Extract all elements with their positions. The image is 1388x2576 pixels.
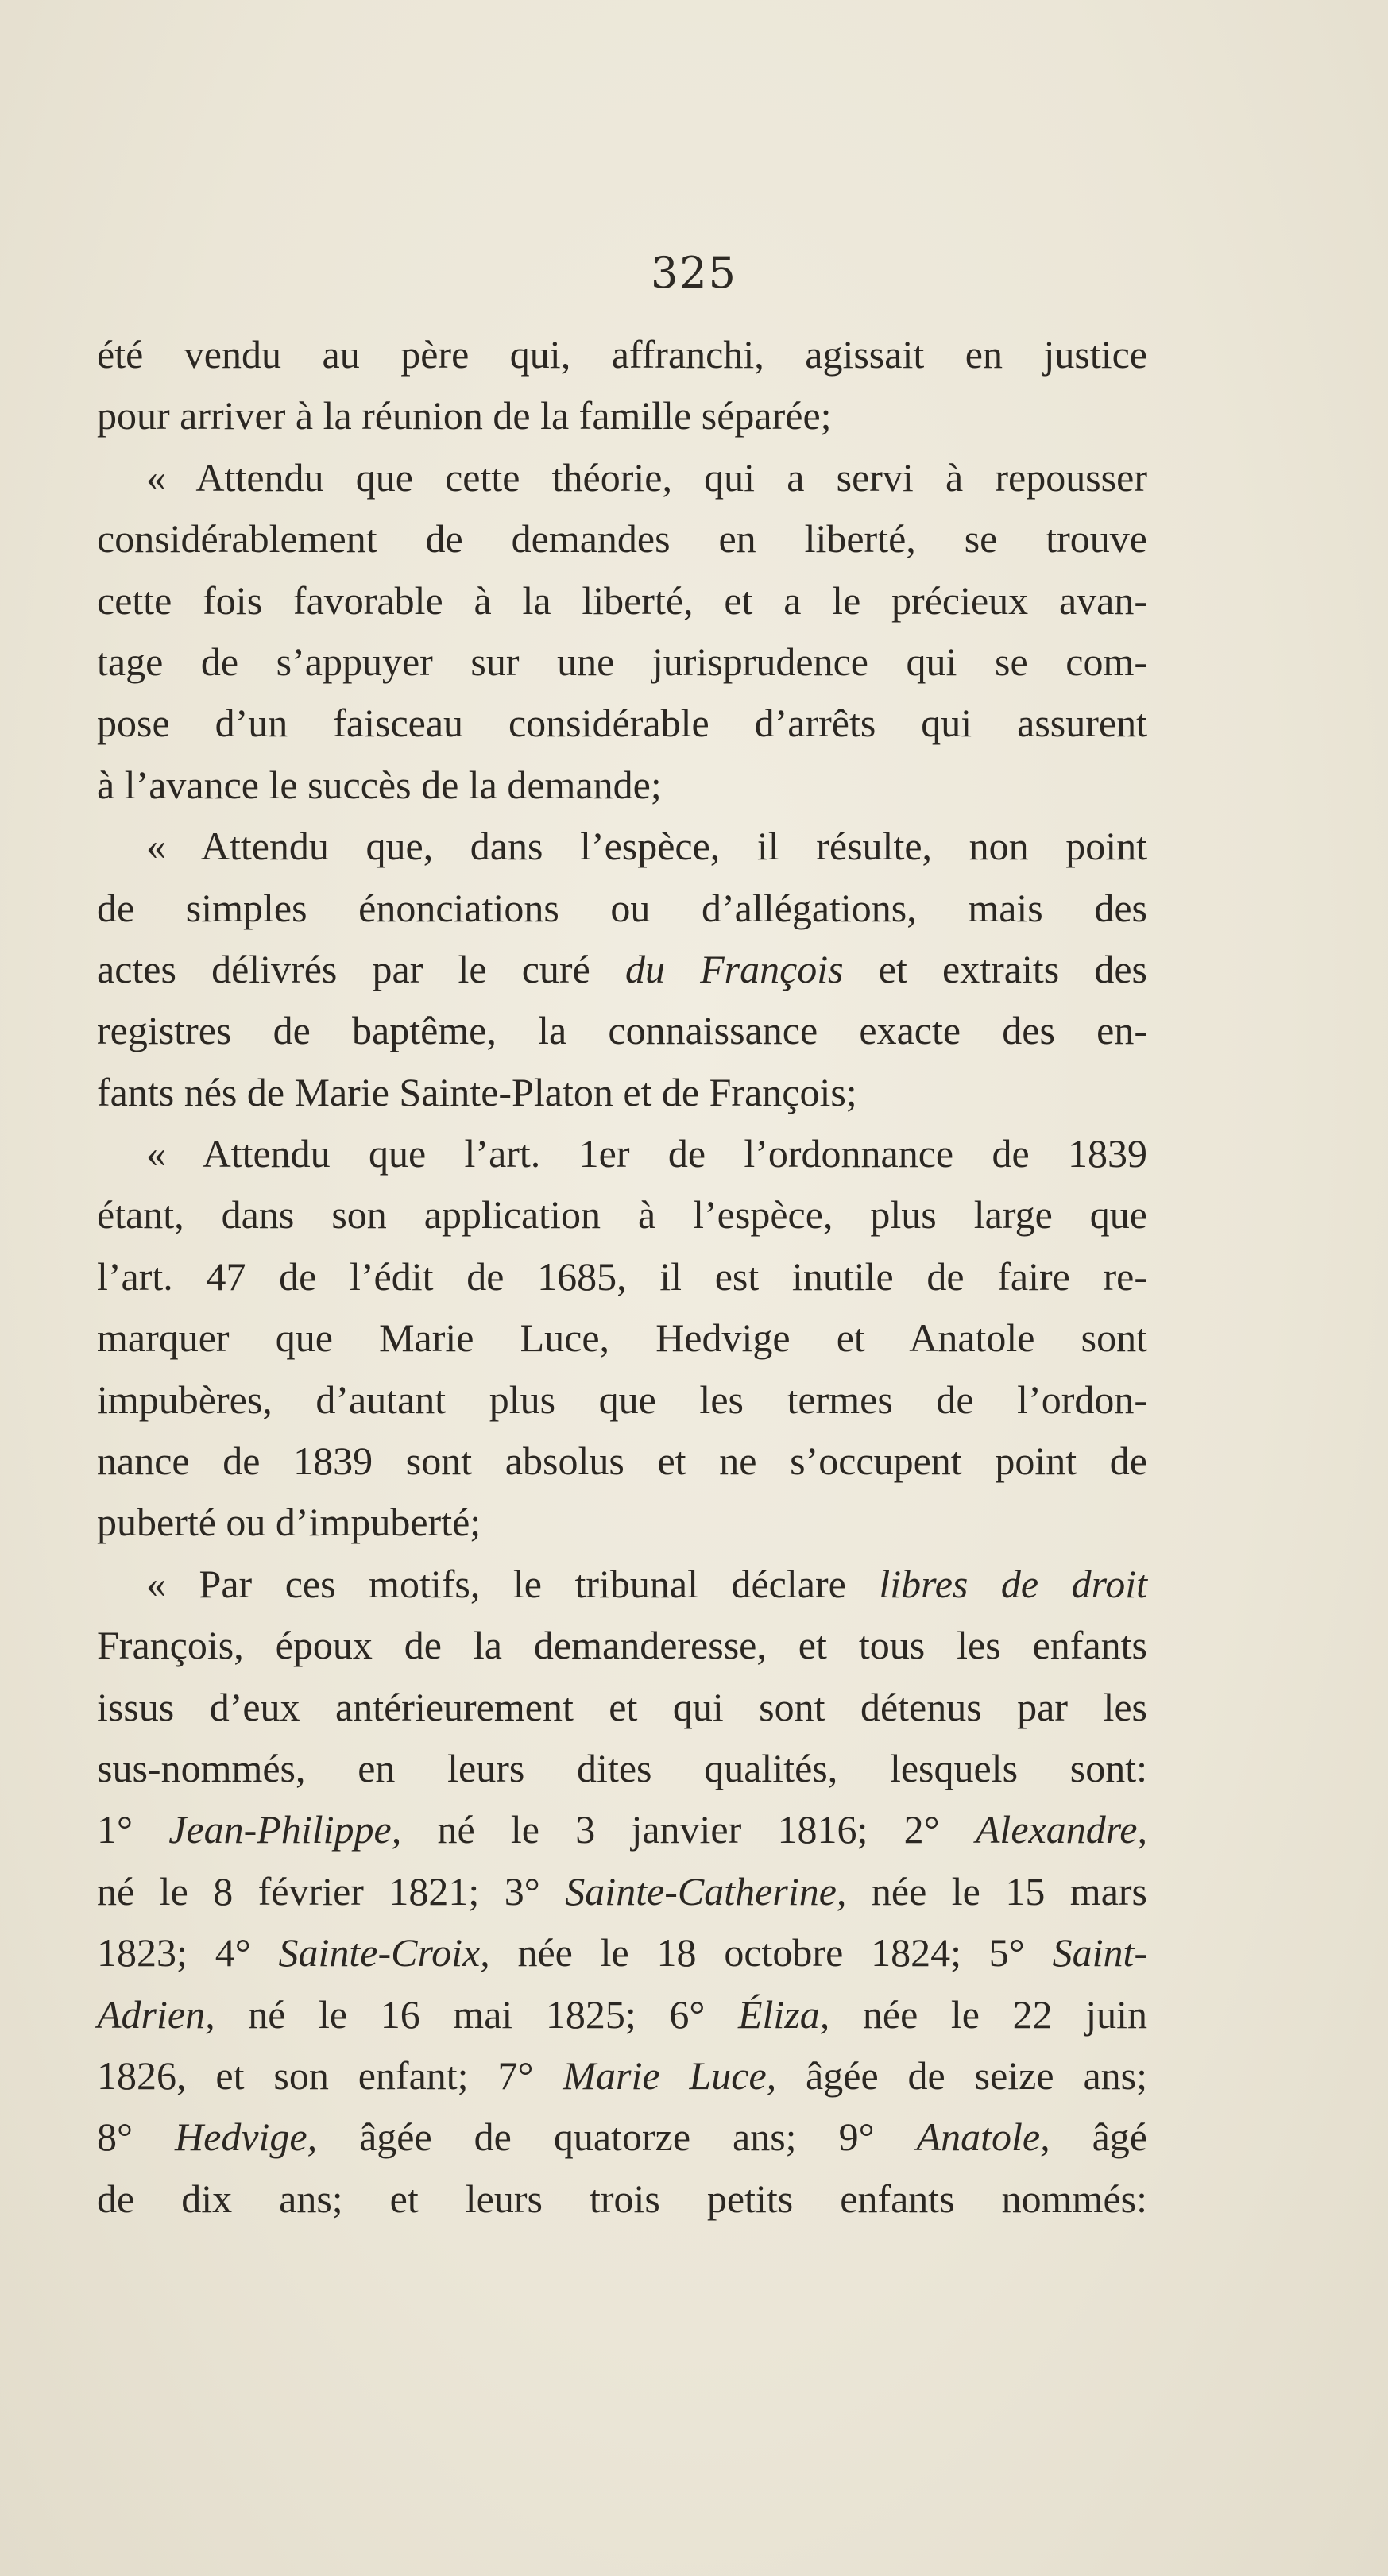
text-line (97, 324, 1147, 385)
italic-span: Hedvige, (175, 2114, 318, 2160)
text-span: à l’avance le succès de la demande; (97, 762, 662, 807)
text-span: marquer que Marie Luce, Hedvige et Anatole sont (97, 1315, 1147, 1361)
italic-span: libres de droit (879, 1561, 1147, 1606)
text-span: né le 8 février 1821; 3° (97, 1868, 566, 1914)
text-line (97, 1000, 1147, 1061)
text-line (97, 1861, 1147, 1922)
text-span: et extraits des (843, 946, 1148, 991)
text-span: « Par ces motifs, le tribunal déclare (146, 1561, 880, 1606)
text-line (97, 693, 1147, 754)
text-span: née le 18 octobre 1824; 5° (489, 1930, 1053, 1975)
text-line (97, 1922, 1147, 1983)
text-line (97, 2045, 1147, 2107)
text-span: considérablement de demandes en liberté, se trouve (97, 516, 1147, 562)
page-number: 325 (650, 248, 738, 298)
text-span: impubères, d’autant plus que les termes de l’ordon- (97, 1377, 1147, 1422)
text-line (97, 878, 1147, 939)
text-line (97, 447, 1147, 508)
text-span: « Attendu que cette théorie, qui a servi à repousser (146, 454, 1147, 500)
italic-span: Saint- (1052, 1930, 1147, 1975)
text-line (97, 1307, 1147, 1369)
text-line (97, 2107, 1147, 2168)
text-span: 1823; 4° (97, 1930, 279, 1975)
body-text (97, 324, 1147, 2230)
italic-span: Jean-Philippe, (168, 1807, 402, 1852)
italic-span: Anatole, (916, 2114, 1050, 2160)
text-span: fants nés de Marie Sainte-Platon et de François; (97, 1069, 857, 1114)
text-span: cette fois favorable à la liberté, et a le précieux avan- (97, 577, 1147, 623)
text-span: « Attendu que l’art. 1er de l’ordonnance de 1839 (146, 1131, 1147, 1176)
text-line (97, 508, 1147, 570)
text-line (97, 1554, 1147, 1615)
italic-span: Sainte-Croix, (278, 1930, 490, 1975)
text-span: tage de s’appuyer sur une jurisprudence qui se com- (97, 639, 1147, 684)
italic-span: Alexandre, (975, 1807, 1148, 1852)
text-span: âgé (1050, 2114, 1148, 2160)
text-line (97, 2169, 1147, 2230)
italic-span: Éliza, (738, 1991, 830, 2037)
text-line (97, 570, 1147, 631)
text-span: été vendu au père qui, affranchi, agissait en justice (97, 332, 1147, 377)
text-span: « Attendu que, dans l’espèce, il résulte, non point (146, 824, 1147, 869)
text-line (97, 1246, 1147, 1307)
text-span: registres de baptême, la connaissance exacte des en- (97, 1008, 1147, 1053)
text-line (97, 1123, 1147, 1184)
text-span: âgée de seize ans; (776, 2053, 1147, 2098)
text-line (97, 1615, 1147, 1676)
text-span: né le 16 mai 1825; 6° (215, 1991, 738, 2037)
italic-span: Adrien, (97, 1991, 215, 2037)
text-span: actes délivrés par le curé (97, 946, 625, 991)
text-span: de simples énonciations ou d’allégations, mais des (97, 885, 1147, 930)
text-line (97, 631, 1147, 693)
text-line (97, 755, 1147, 816)
text-span: née le 15 mars (846, 1868, 1147, 1914)
text-span: né le 3 janvier 1816; 2° (401, 1807, 976, 1852)
text-span: pour arriver à la réunion de la famille séparée; (97, 393, 832, 438)
text-span: 1° (97, 1807, 169, 1852)
italic-span: Sainte-Catherine, (565, 1868, 847, 1914)
text-line (97, 1184, 1147, 1246)
text-line (97, 1677, 1147, 1738)
text-span: François, époux de la demanderesse, et tous les enfants (97, 1623, 1147, 1668)
text-line (97, 1369, 1147, 1431)
text-line (97, 385, 1147, 446)
text-line (97, 1799, 1147, 1860)
text-line (97, 1492, 1147, 1553)
text-line (97, 1431, 1147, 1492)
text-line (97, 939, 1147, 1000)
text-line (97, 816, 1147, 877)
text-span: de dix ans; et leurs trois petits enfants nommés: (97, 2176, 1147, 2221)
text-span: puberté ou d’impuberté; (97, 1500, 481, 1545)
text-line (97, 1738, 1147, 1799)
text-span: pose d’un faisceau considérable d’arrêts qui assurent (97, 701, 1147, 746)
text-span: 8° (97, 2114, 176, 2160)
text-span: née le 22 juin (829, 1991, 1147, 2037)
text-line (97, 1984, 1147, 2045)
text-span: nance de 1839 sont absolus et ne s’occupent point de (97, 1439, 1147, 1484)
text-line (97, 1062, 1147, 1123)
italic-span: du François (624, 946, 844, 991)
text-span: sus-nommés, en leurs dites qualités, lesquels sont: (97, 1745, 1147, 1790)
text-span: l’art. 47 de l’édit de 1685, il est inutile de faire re- (97, 1253, 1147, 1299)
text-span: âgée de quatorze ans; 9° (317, 2114, 917, 2160)
text-span: étant, dans son application à l’espèce, plus large que (97, 1192, 1147, 1238)
italic-span: Marie Luce, (563, 2053, 777, 2098)
text-span: issus d’eux antérieurement et qui sont détenus par les (97, 1684, 1147, 1729)
text-span: 1826, et son enfant; 7° (97, 2053, 563, 2098)
